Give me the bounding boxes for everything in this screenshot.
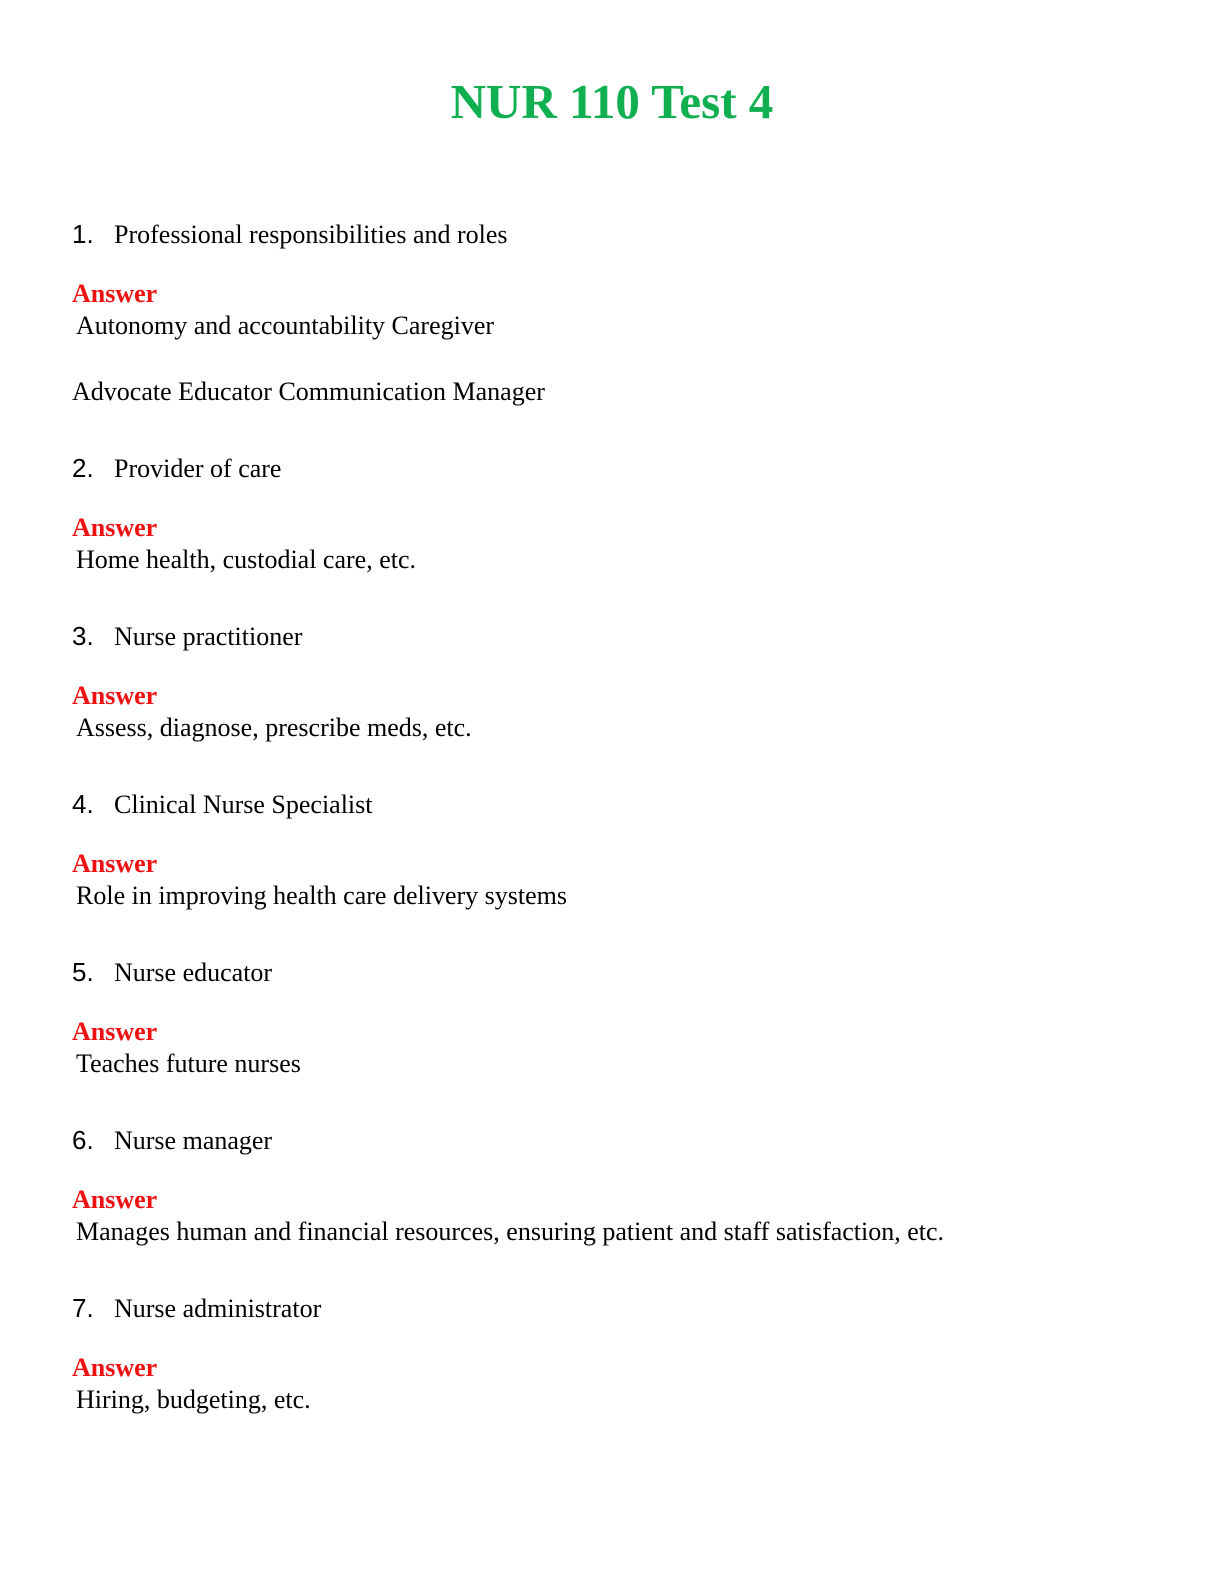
question [72, 786, 1172, 822]
question [72, 1290, 1172, 1326]
question-number: 3. [72, 621, 94, 651]
answer-text: Home health, custodial care, etc. [76, 545, 417, 574]
qa-item [72, 954, 1172, 1081]
question [72, 216, 1172, 252]
question-number: 4. [72, 789, 94, 819]
question-text: Nurse manager [114, 1126, 273, 1155]
question-number: 5. [72, 957, 94, 987]
question [72, 618, 1172, 654]
question-text: Nurse educator [114, 958, 273, 987]
answer-text: Teaches future nurses [76, 1049, 301, 1078]
answer-label: Answer [72, 279, 158, 308]
question-text: Professional responsibilities and roles [114, 220, 508, 249]
qa-item [72, 216, 1172, 409]
question [72, 1122, 1172, 1158]
question-text: Provider of care [114, 454, 282, 483]
question [72, 954, 1172, 990]
page-title: NUR 110 Test 4 [450, 74, 774, 129]
qa-list [72, 216, 1172, 1458]
answer-extra-text: Advocate Educator Communication Manager [72, 377, 545, 406]
question-text: Nurse practitioner [114, 622, 303, 651]
answer-text: Role in improving health care delivery systems [76, 881, 567, 910]
qa-item [72, 450, 1172, 577]
answer-label: Answer [72, 681, 158, 710]
question-text: Nurse administrator [114, 1294, 322, 1323]
qa-item [72, 1122, 1172, 1249]
qa-item [72, 1290, 1172, 1417]
question [72, 450, 1172, 486]
answer-label: Answer [72, 1353, 158, 1382]
answer-label: Answer [72, 1017, 158, 1046]
question-number: 2. [72, 453, 94, 483]
answer-label: Answer [72, 1185, 158, 1214]
answer-label: Answer [72, 849, 158, 878]
question-number: 6. [72, 1125, 94, 1155]
answer-text: Manages human and financial resources, ensuring patient and staff satisfaction, etc. [76, 1217, 945, 1246]
answer-text: Autonomy and accountability Caregiver [76, 311, 495, 340]
qa-item [72, 786, 1172, 913]
question-number: 1. [72, 219, 94, 249]
question-number: 7. [72, 1293, 94, 1323]
answer-text: Assess, diagnose, prescribe meds, etc. [76, 713, 472, 742]
answer-text: Hiring, budgeting, etc. [76, 1385, 311, 1414]
answer-label: Answer [72, 513, 158, 542]
question-text: Clinical Nurse Specialist [114, 790, 373, 819]
qa-item [72, 618, 1172, 745]
